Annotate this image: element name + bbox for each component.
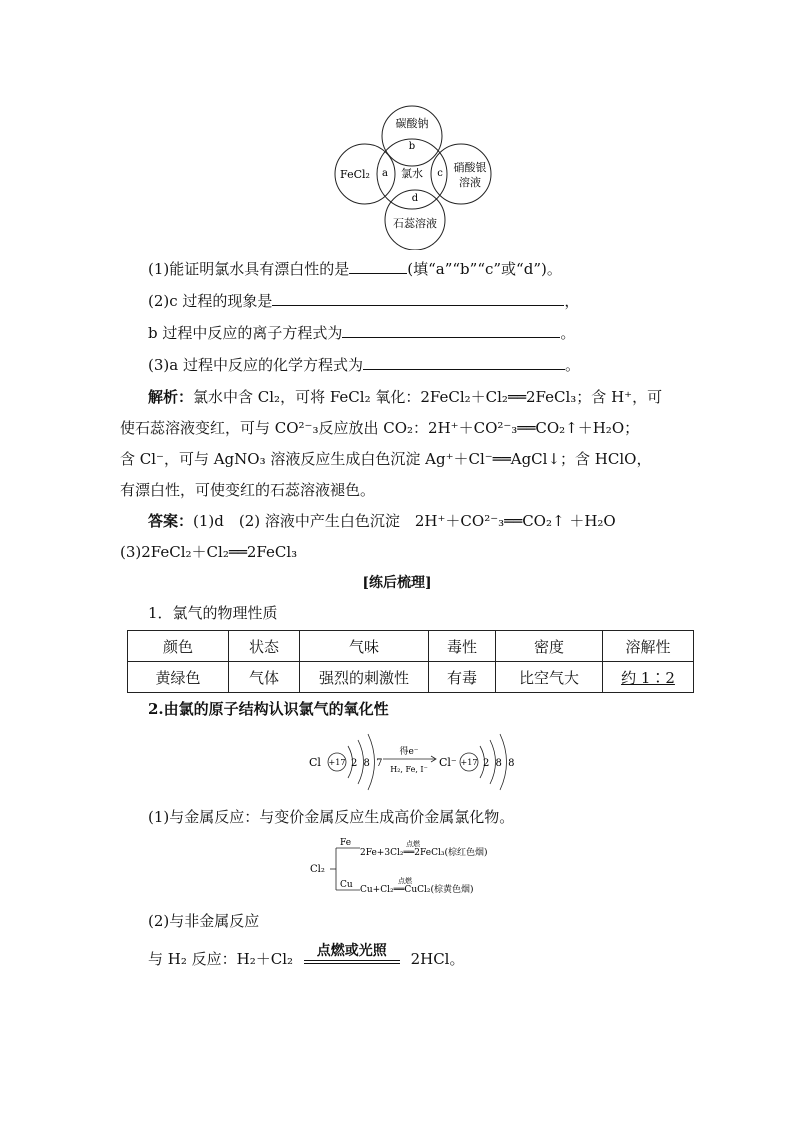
analysis-line-3: 含 Cl⁻，可与 AgNO₃ 溶液反应生成白色沉淀 Ag⁺＋Cl⁻══AgCl↓；含 HClO，: [120, 450, 652, 468]
branch2-condition: 点燃: [398, 877, 412, 885]
heading-oxidizing: 2.由氯的原子结构认识氯气的氧化性: [148, 700, 389, 718]
label-c: c: [437, 168, 443, 179]
atom-right-symbol: Cl⁻: [439, 756, 457, 769]
chlorine-water-diagram: [325, 100, 505, 250]
label-right-2: 溶液: [459, 176, 481, 189]
table-cell: 比空气大: [496, 662, 603, 693]
label-left: FeCl₂: [340, 168, 370, 181]
h2-reaction-condition-box: [304, 943, 400, 964]
table-header: 毒性: [429, 631, 496, 662]
label-a: a: [382, 168, 388, 179]
answer-text-1: (1)d (2) 溶液中产生白色沉淀 2H⁺＋CO²⁻₃══CO₂↑ ＋H₂O: [193, 512, 616, 530]
table-row: [128, 662, 694, 693]
label-top: 碳酸钠: [395, 117, 429, 130]
q1-suffix: (填“a”“b”“c”或“d”)。: [407, 260, 562, 278]
atom-right-nucleus: +17: [460, 758, 478, 767]
h2-reaction-prefix: 与 H₂ 反应：H₂＋Cl₂: [148, 950, 294, 968]
answer-label: 答案：: [148, 512, 194, 530]
atom-left-nucleus: +17: [328, 758, 346, 767]
heading-metal-reaction: (1)与金属反应：与变价金属反应生成高价金属氯化物。: [148, 808, 515, 826]
table-cell: 有毒: [429, 662, 496, 693]
analysis-text-1: 氯水中含 Cl₂，可将 FeCl₂ 氧化：2FeCl₂＋Cl₂══2FeCl₃；含 H⁺，可: [193, 388, 663, 406]
equals-arrow: [304, 960, 400, 964]
heading-nonmetal-reaction: (2)与非金属反应: [148, 912, 260, 930]
label-d: d: [411, 193, 419, 204]
heading-physical-properties: 1．氯气的物理性质: [148, 604, 278, 622]
question-1: [148, 258, 562, 279]
metal-root: Cl₂: [310, 864, 325, 875]
branch1-reagent: Fe: [340, 838, 352, 848]
table-cell: 黄绿色: [128, 662, 229, 693]
atom-left-symbol: Cl: [309, 756, 321, 769]
q3-blank[interactable]: [363, 355, 565, 370]
circle-top: [382, 106, 442, 166]
table-header-row: [128, 631, 694, 662]
analysis-line-1: [148, 386, 662, 407]
question-3: [148, 354, 580, 375]
table-header: 溶解性: [603, 631, 694, 662]
atom-left-shells: 2 8 7: [351, 758, 384, 769]
analysis-line-2: 使石蕊溶液变红，可与 CO²⁻₃反应放出 CO₂：2H⁺＋CO²⁻₃══CO₂↑＋H₂O；: [120, 419, 640, 437]
q3-suffix: 。: [564, 356, 580, 374]
branch1-reaction: 2Fe+3Cl₂══2FeCl₃(棕红色烟): [360, 848, 488, 858]
h2-reaction-condition: 点燃或光照: [316, 943, 387, 959]
metal-reaction-diagram: [308, 834, 538, 900]
label-right-1: 硝酸银: [453, 161, 487, 174]
question-2a: [148, 290, 579, 311]
label-bottom: 石蕊溶液: [393, 217, 437, 230]
arrow-top-label: 得e⁻: [399, 747, 419, 757]
q2a-suffix: ，: [564, 292, 580, 310]
question-2b: [148, 322, 575, 343]
physical-properties-table: [127, 630, 694, 693]
section-title: [练后梳理]: [362, 575, 432, 591]
label-center: 氯水: [401, 167, 423, 180]
q1-blank[interactable]: [349, 259, 407, 274]
analysis-label: 解析：: [148, 388, 194, 406]
q2a-blank[interactable]: [272, 291, 564, 306]
table-cell: 约 1∶2: [603, 662, 694, 693]
table-header: 状态: [229, 631, 300, 662]
branch2-reaction: Cu+Cl₂══CuCl₂(棕黄色烟): [360, 885, 474, 895]
analysis-line-4: 有漂白性，可使变红的石蕊溶液褪色。: [120, 481, 376, 499]
atom-right-shells: 2 8 8: [483, 758, 516, 769]
answer-line-2: (3)2FeCl₂＋Cl₂══2FeCl₃: [120, 543, 298, 561]
table-header: 颜色: [128, 631, 229, 662]
q2b-prefix: b 过程中反应的离子方程式为: [148, 324, 343, 342]
q2a-prefix: (2)c 过程的现象是: [148, 292, 273, 310]
table-header: 气味: [300, 631, 429, 662]
branch1-condition: 点燃: [406, 840, 420, 848]
table-cell: 气体: [229, 662, 300, 693]
q1-prefix: (1)能证明氯水具有漂白性的是: [148, 260, 350, 278]
q2b-blank[interactable]: [342, 323, 560, 338]
h2-reaction-product: 2HCl。: [410, 950, 465, 968]
table-cell: 强烈的刺激性: [300, 662, 429, 693]
atom-structure-diagram: [305, 728, 535, 796]
h2-reaction: [148, 943, 465, 969]
table-header: 密度: [496, 631, 603, 662]
q3-prefix: (3)a 过程中反应的化学方程式为: [148, 356, 363, 374]
label-b: b: [408, 141, 416, 152]
arrow-bottom-label: H₂, Fe, I⁻: [390, 765, 428, 774]
answer-line-1: [148, 510, 616, 531]
q2b-suffix: 。: [560, 324, 576, 342]
branch2-reagent: Cu: [340, 880, 353, 890]
